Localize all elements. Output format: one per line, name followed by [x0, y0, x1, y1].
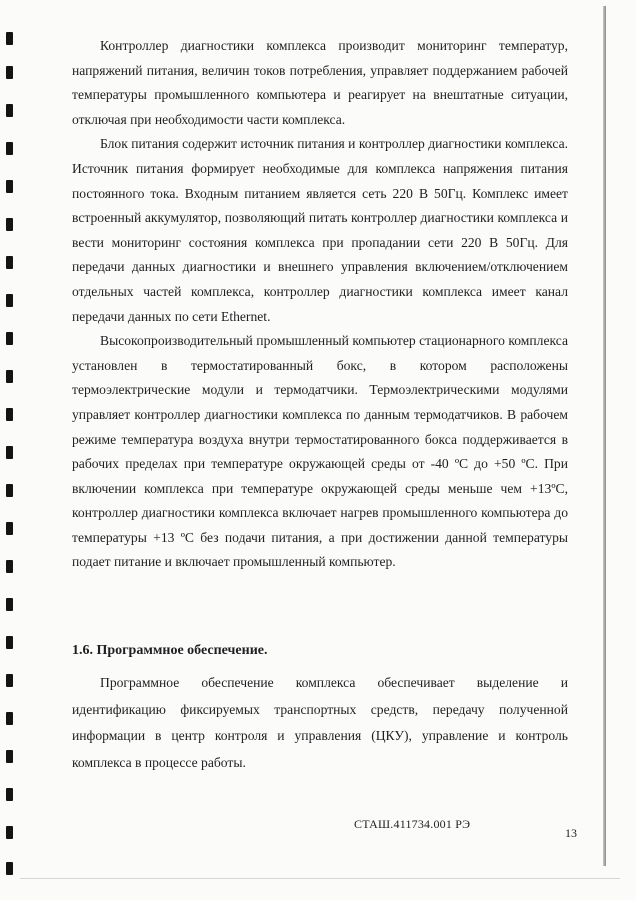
- section-heading: 1.6. Программное обеспечение.: [72, 643, 268, 658]
- paragraph-software: Программное обеспечение комплекса обеспечивает выделение и идентификацию фиксируемых транспортных средств, передачу полученной информации в центр контроля и управления (ЦКУ), управление и контроль комплекса в процессе работы.: [72, 675, 568, 770]
- section-body: [72, 670, 568, 776]
- page-bottom-edge: [20, 878, 620, 879]
- page-number: 13: [565, 826, 577, 840]
- binding-marks: [6, 0, 16, 900]
- document-code: СТАШ.411734.001 РЭ: [354, 817, 471, 831]
- paragraph-diagnostics-controller: Контроллер диагностики комплекса производит мониторинг температур, напряжений питания, величин токов потребления, управляет поддержанием рабочей температуры промышленного компьютера и реагирует на внештатные ситуации, отключая при необходимости части комплекса.: [72, 38, 568, 127]
- paragraph-industrial-computer: Высокопроизводительный промышленный компьютер стационарного комплекса установлен в термостатированный бокс, в котором расположены термоэлектрические модули и термодатчики. Термоэлектрическими модулями управляет контроллер диагностики комплекса по данным термодатчиков. В рабочем режиме температура воздуха внутри термостатированного бокса поддерживается в рабочих пределах при температуре окружающей среды от -40 ºС до +50 ºС. При включении комплекса при температуре окружающей среды меньше чем +13ºС, контроллер диагностики комплекса включает нагрев промышленного компьютера до температуры +13 ºС без подачи питания, а при достижении данной температуры подает питание и включает промышленный компьютер.: [72, 333, 568, 570]
- paragraph-power-unit: Блок питания содержит источник питания и контроллер диагностики комплекса. Источник питания формирует необходимые для комплекса напряжения питания постоянного тока. Входным питанием является сеть 220 В 50Гц. Комплекс имеет встроенный аккумулятор, позволяющий питать контроллер диагностики комплекса и вести мониторинг состояния комплекса при пропадании сети 220 В 50Гц. Для передачи данных диагностики и внешнего управления включением/отключением отдельных частей комплекса, контроллер диагностики комплекса имеет канал передачи данных по сети Ethernet.: [72, 136, 568, 324]
- body-text: [72, 34, 568, 575]
- page-edge-shadow: [603, 6, 606, 866]
